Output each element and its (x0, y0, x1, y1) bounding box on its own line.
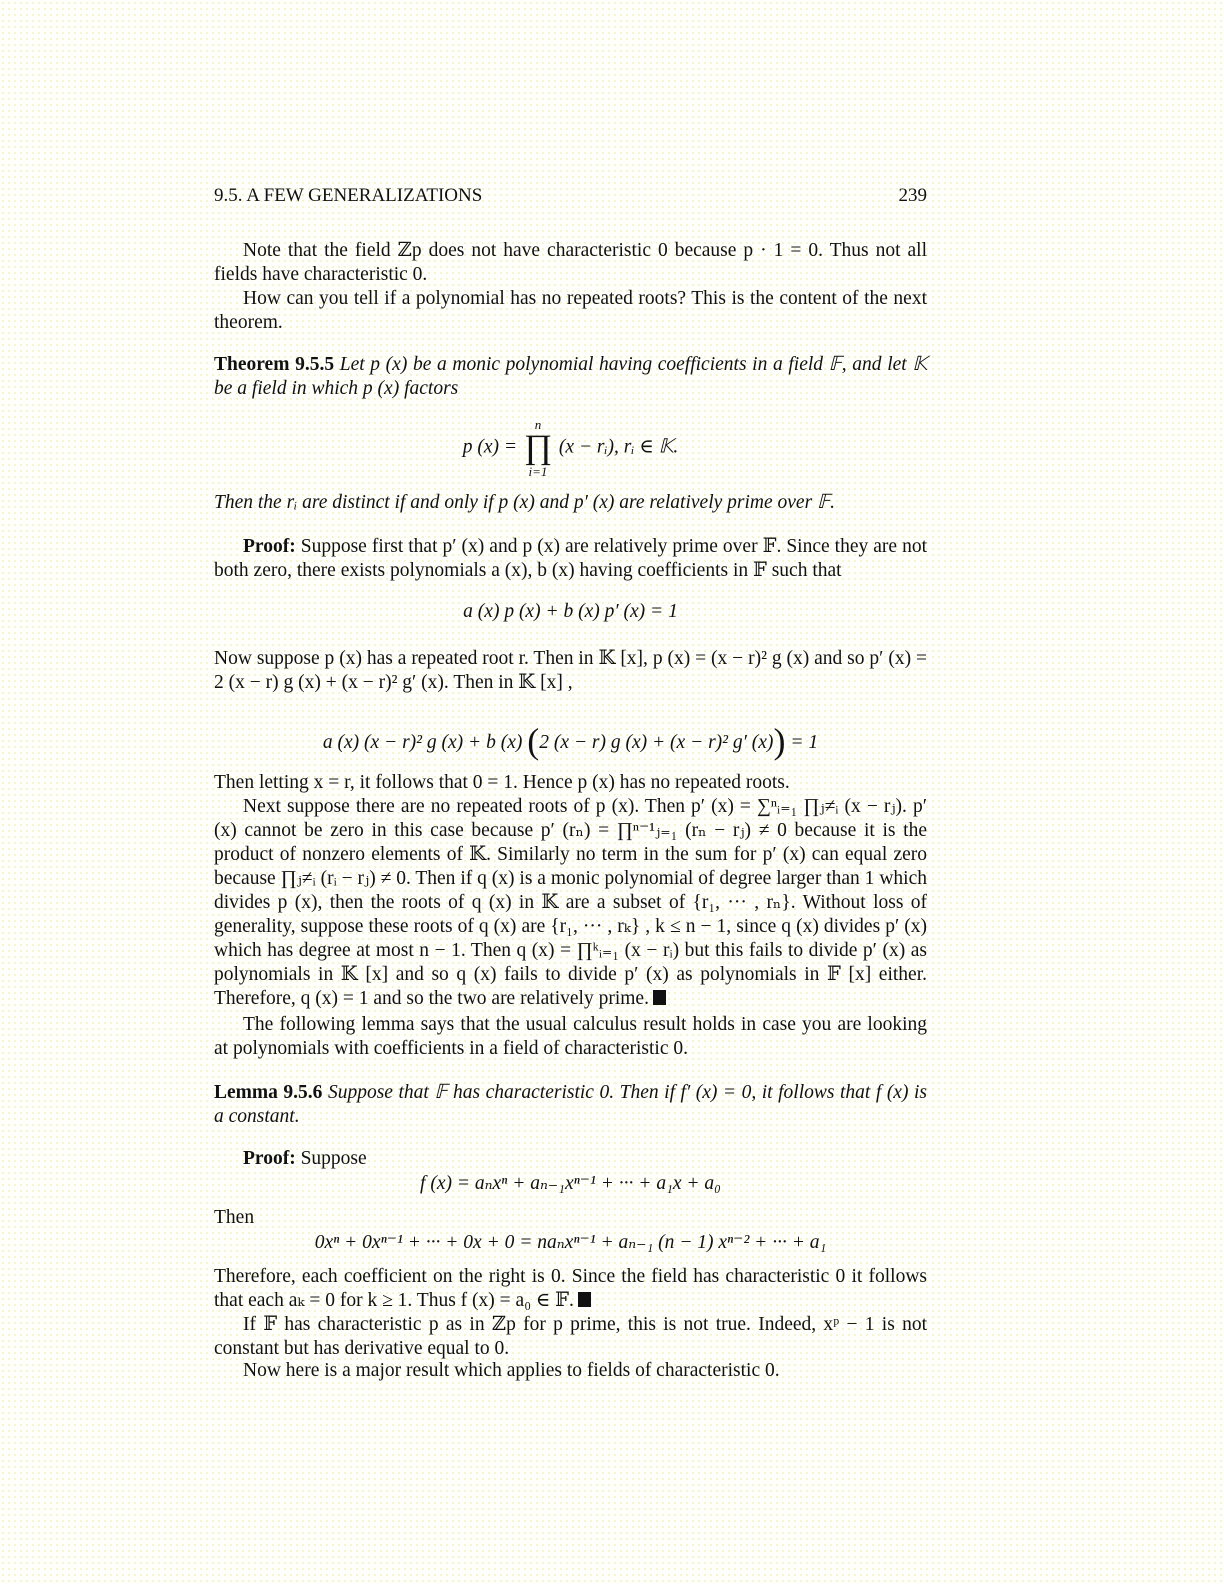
product-lower-limit: i=1 (528, 464, 548, 479)
proof-label: Proof: (243, 536, 296, 557)
qed-square-icon (578, 1292, 591, 1307)
proof-block-2 (214, 1147, 927, 1171)
proof-conclusion-paragraph (214, 1265, 927, 1313)
paragraph-characteristic-p: If 𝔽 has characteristic p as in ℤp for p prime, this is not true. Indeed, xᵖ − 1 is not constant but has derivative equal to 0. (214, 1314, 927, 1359)
left-paren: ( (527, 721, 540, 761)
proof-block-1 (214, 535, 927, 583)
proof-conclusion-text: Therefore, each coefficient on the right is 0. Since the field has characteristic 0 it follows that each aₖ = 0 for k ≥ 1. Thus f (x) = a₀ ∈ 𝔽. (214, 1266, 927, 1311)
equation-rhs: (x − rᵢ), rᵢ ∈ 𝕂. (558, 436, 679, 458)
eq-right: = 1 (785, 732, 819, 753)
qed-square-icon (653, 990, 666, 1005)
proof-then-label: Then (214, 1207, 255, 1228)
paragraph-characteristic-note: Note that the field ℤp does not have characteristic 0 because p · 1 = 0. Thus not all fields have characteristic 0. (214, 240, 927, 285)
theorem-equation (214, 418, 927, 478)
eq-left: a (x) (x − r)² g (x) + b (x) (322, 732, 528, 753)
right-paren: ) (773, 721, 786, 761)
equation-lhs: p (x) = (462, 436, 522, 458)
bezout-equation: a (x) p (x) + b (x) p′ (x) = 1 (463, 601, 678, 622)
theorem-statement: Let p (x) be a monic polynomial having coefficients in a field 𝔽, and let 𝕂 be a field in which p (x) factors (214, 354, 927, 399)
proof-text: Suppose first that p′ (x) and p (x) are relatively prime over 𝔽. Since they are not both zero, there exists polynomials a (x), b (x) having coefficients in 𝔽 such that (214, 536, 927, 581)
product-operator (524, 418, 552, 478)
lemma-block (214, 1081, 927, 1129)
page-number: 239 (898, 185, 927, 206)
eq-inner: 2 (x − r) g (x) + (x − r)² g′ (x) (539, 732, 774, 753)
paragraph-repeated-roots-question: How can you tell if a polynomial has no repeated roots? This is the content of the next theorem. (214, 288, 927, 333)
paragraph-lemma-intro: The following lemma says that the usual calculus result holds in case you are looking at polynomials with coefficients in a field of characteristic 0. (214, 1014, 927, 1059)
product-symbol: ∏ (523, 429, 552, 466)
proof-label-2: Proof: (243, 1148, 296, 1169)
theorem-conclusion: Then the rᵢ are distinct if and only if p (x) and p′ (x) are relatively prime over 𝔽. (214, 492, 836, 513)
product-upper-limit: n (534, 417, 542, 432)
derivative-equation: 0xⁿ + 0xⁿ⁻¹ + ··· + 0x + 0 = naₙxⁿ⁻¹ + aₙ₋₁ (n − 1) xⁿ⁻² + ··· + a₁ (314, 1232, 827, 1253)
proof-converse-paragraph (214, 795, 927, 1011)
substituted-equation (214, 720, 927, 762)
proof-suppose: Suppose (300, 1148, 367, 1169)
lemma-statement: Suppose that 𝔽 has characteristic 0. Then if f′ (x) = 0, it follows that f (x) is a constant. (214, 1082, 927, 1127)
running-header (214, 185, 927, 207)
proof-repeated-root-paragraph: Now suppose p (x) has a repeated root r. Then in 𝕂 [x], p (x) = (x − r)² g (x) and so p′ (x) = 2 (x − r) g (x) + (x − r)² g′ (x). Then in 𝕂 [x] , (214, 648, 927, 693)
section-title: 9.5. A FEW GENERALIZATIONS (214, 185, 483, 206)
lemma-label: Lemma 9.5.6 (214, 1082, 323, 1103)
theorem-block (214, 353, 927, 401)
paragraph-major-result: Now here is a major result which applies to fields of characteristic 0. (243, 1360, 780, 1381)
theorem-label: Theorem 9.5.5 (214, 354, 335, 375)
proof-converse-text: Next suppose there are no repeated roots of p (x). Then p′ (x) = ∑ⁿᵢ₌₁ ∏ⱼ≠ᵢ (x − rⱼ). p′ (x) cannot be zero in this case because p′ (rₙ) = ∏ⁿ⁻¹ⱼ₌₁ (rₙ − rⱼ) ≠ 0 because it is the product of nonzero elements of 𝕂. Similarly no term in the sum for p′ (x) can equal zero because ∏ⱼ≠ᵢ (rᵢ − rⱼ) ≠ 0. Then if q (x) is a monic polynomial of degree larger than 1 which divides p (x), then the roots of q (x) in 𝕂 are a subset of {r₁, ··· , rₙ}. Without loss of generality, suppose these roots of q (x) are {r₁, ··· , rₖ} , k ≤ n − 1, since q (x) divides p′ (x) which has degree at most n − 1. Then q (x) = ∏ᵏᵢ₌₁ (x − rᵢ) but this fails to divide p′ (x) as polynomials in 𝕂 [x] and so q (x) fails to divide p′ (x) as polynomials in 𝔽 [x] either. Therefore, q (x) = 1 and so the two are relatively prime. (214, 796, 927, 1009)
polynomial-definition-equation: f (x) = aₙxⁿ + aₙ₋₁xⁿ⁻¹ + ··· + a₁x + a₀ (420, 1173, 721, 1194)
proof-contradiction-line: Then letting x = r, it follows that 0 = 1. Hence p (x) has no repeated roots. (214, 772, 790, 793)
